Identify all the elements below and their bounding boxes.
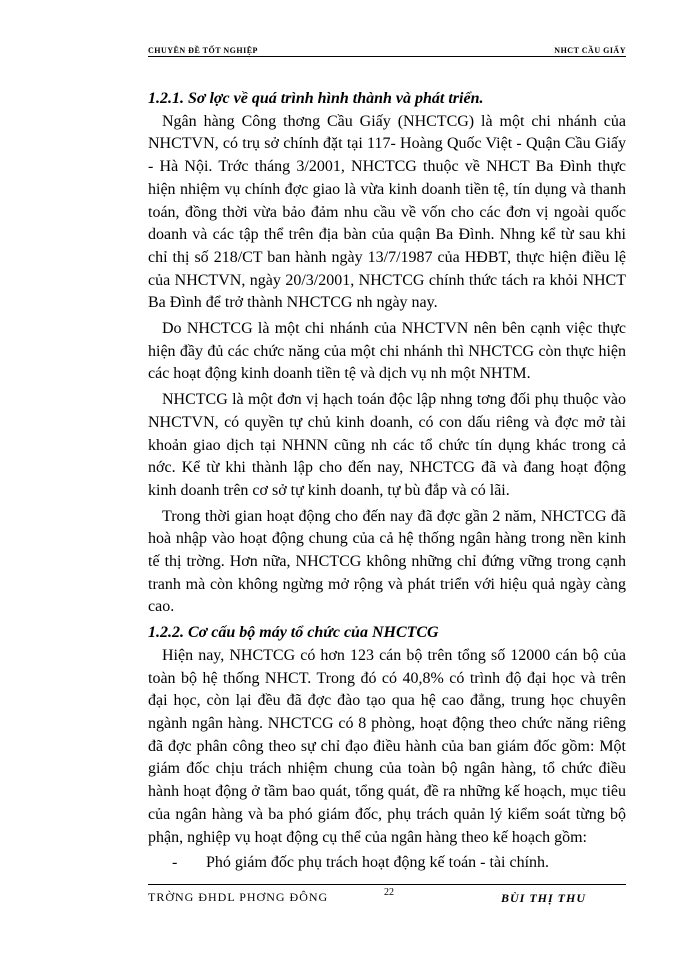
bullet-mark: - — [172, 854, 178, 872]
paragraph: NHCTCG là một đơn vị hạch toán độc lập nhng tơng đối phụ thuộc vào NHCTVN, có quyền tự chủ kinh doanh, có con dấu riêng và đợc mở tài khoản giao dịch tại NHNN cũng nh các tổ chức tín dụng khác trong cả nớc. Kể từ khi thành lập cho đến nay, NHCTCG đã và đang hoạt động kinh doanh trên cơ sở tự kinh doanh, tự bù đắp và có lãi. — [148, 391, 626, 499]
paragraph: Trong thời gian hoạt động cho đến nay đã đợc gần 2 năm, NHCTCG đã hoà nhập vào hoạt động chung của cả hệ thống ngân hàng trong nền kinh tế thị trờng. Hơn nữa, NHCTCG không những chỉ đứng vững trong cạnh tranh mà còn không ngừng mở rộng và phát triển với hiệu quả ngày càng cao. — [148, 507, 626, 616]
bullet-text: Phó giám đốc phụ trách hoạt động kế toán - tài chính. — [206, 854, 550, 872]
section-heading-1-2-1: 1.2.1. Sơ lợc về quá trình hình thành và phát triển. — [148, 90, 484, 107]
document-body — [148, 88, 626, 875]
page-footer — [148, 884, 626, 925]
paragraph: Do NHCTCG là một chi nhánh của NHCTVN nên bên cạnh việc thực hiện đầy đủ các chức năng của một chi nhánh thì NHCTCG còn thực hiện các hoạt động kinh doanh tiền tệ và dịch vụ nh một NHTM. — [148, 320, 626, 383]
bullet-item — [148, 852, 626, 875]
section-heading-1-2-2: 1.2.2. Cơ cấu bộ máy tổ chức của NHCTCG — [148, 624, 439, 642]
footer-school: TRỜNG ĐHDL PHƠNG ĐÔNG — [148, 890, 329, 904]
header-left-title: CHUYÊN ĐỀ TỐT NGHIỆP — [148, 46, 258, 55]
header-right-title: NHCT CẦU GIẤY — [554, 46, 626, 55]
paragraph: Ngân hàng Công thơng Cầu Giấy (NHCTCG) là một chi nhánh của NHCTVN, có trụ sở chính đặt tại 117- Hoàng Quốc Việt - Quận Cầu Giấy - Hà Nội. Trớc tháng 3/2001, NHCTCG thuộc về NHCT Ba Đình thực hiện nhiệm vụ chính đợc giao là vừa kinh doanh tiền tệ, tín dụng và thanh toán, đồng thời vừa bảo đảm nhu cầu về vốn cho các đơn vị ngoài quốc doanh và các tập thể trên địa bàn của quận Ba Đình. Nhng kể từ sau khi chỉ thị số 218/CT ban hành ngày 13/7/1987 của HĐBT, thực hiện điều lệ của NHCTVN, ngày 20/3/2001, NHCTCG chính thức tách ra khỏi NHCT Ba Đình để trở thành NHCTCG nh ngày nay. — [148, 112, 626, 312]
page-header — [148, 40, 626, 57]
footer-author: BÙI THỊ THU — [500, 891, 586, 905]
page-number: 22 — [384, 887, 394, 898]
paragraph: Hiện nay, NHCTCG có hơn 123 cán bộ trên tổng số 12000 cán bộ của toàn bộ hệ thống NHCT. Trong đó có 40,8% có trình độ đại học và trên đại học, còn lại đều đã đợc đào tạo qua hệ cao đẳng, trung học chuyên ngành ngân hàng. NHCTCG có 8 phòng, hoạt động theo chức năng riêng đã đợc phân công theo sự chỉ đạo điều hành của ban giám đốc gồm: Một giám đốc chịu trách nhiệm chung của toàn bộ ngân hàng, tổ chức điều hành hoạt động ở tầm bao quát, tổng quát, đề ra những kế hoạch, mục tiêu của ngân hàng và ba phó giám đốc, phụ trách quản lý kiểm soát từng bộ phận, nghiệp vụ hoạt động cụ thể của ngân hàng theo kế hoạch gồm: — [148, 646, 626, 846]
